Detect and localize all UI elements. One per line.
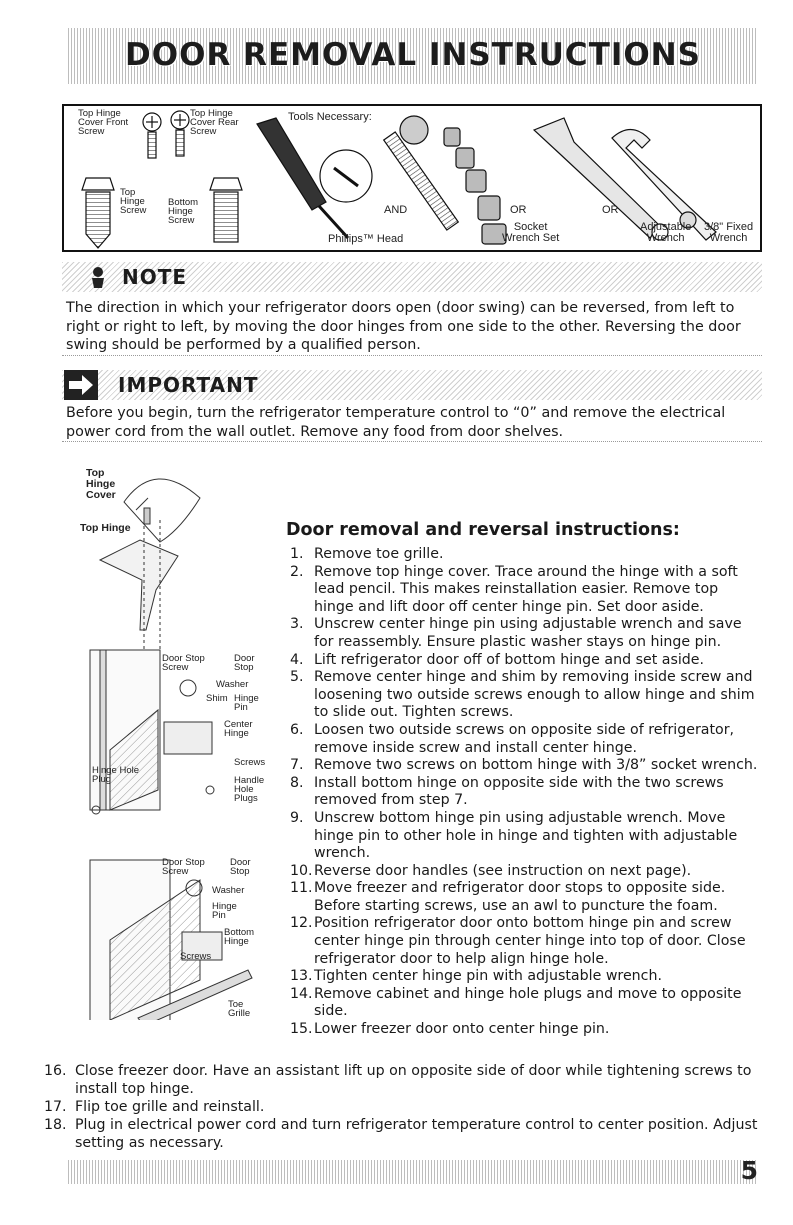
- step-number: 12.: [290, 915, 313, 932]
- washer-label-2: Washer: [212, 885, 245, 896]
- step-text: Install bottom hinge on opposite side with the two screws removed from step 7.: [314, 774, 724, 809]
- step-text: Unscrew bottom hinge pin using adjustable wrench. Move hinge pin to other hole in hinge and tighten with adjustable wrench.: [314, 809, 738, 862]
- washer-label-1: Washer: [216, 679, 249, 690]
- step-number: 6.: [290, 721, 304, 738]
- step-text: Reverse door handles (see instruction on next page).: [314, 862, 692, 879]
- center-hinge-label-1: Center Hinge: [224, 719, 253, 739]
- step-text: Unscrew center hinge pin using adjustable wrench and save for reassembly. Ensure plastic washer stays on hinge pin.: [314, 616, 742, 650]
- step-item: [290, 810, 760, 863]
- arrow-icon: [64, 370, 98, 400]
- step-item: [290, 915, 760, 968]
- important-header: [62, 370, 762, 400]
- step-number: 10.: [290, 862, 313, 879]
- bottom-steps-list: [44, 1062, 764, 1152]
- hinge-hole-plug-label: Hinge Hole Plug: [92, 765, 139, 785]
- footer-band: [68, 1156, 758, 1185]
- step-item: [290, 616, 760, 651]
- step-number: 1.: [290, 546, 304, 562]
- step-item: [290, 1021, 760, 1039]
- handle-hole-plug-icon: [206, 786, 214, 794]
- tools-necessary-label: Tools Necessary:: [288, 111, 372, 123]
- top-hinge-screw-icon-2: [144, 508, 150, 524]
- fixed-wrench-label: 3/8" Fixed Wrench: [704, 221, 754, 244]
- step-item: [290, 986, 760, 1021]
- important-label: IMPORTANT: [118, 373, 259, 397]
- step-item: [290, 722, 760, 757]
- step-text: Plug in electrical power cord and turn refrigerator temperature control to center position. Adjust setting as necessary.: [75, 1117, 758, 1151]
- tools-box: [62, 104, 762, 252]
- step-item: [290, 880, 760, 915]
- step-item: [290, 775, 760, 810]
- step-number: 5.: [290, 669, 304, 686]
- page-title: DOOR REMOVAL INSTRUCTIONS: [125, 37, 701, 73]
- step-text: Close freezer door. Have an assistant lift up on opposite side of door while tightening screws to install top hinge.: [75, 1063, 752, 1097]
- door-stop-icon-1: [180, 680, 196, 696]
- step-text: Flip toe grille and reinstall.: [75, 1099, 265, 1115]
- step-number: 17.: [44, 1099, 67, 1115]
- step-number: 7.: [290, 757, 304, 774]
- hinge-diagram: [60, 460, 290, 1020]
- note-text: The direction in which your refrigerator doors open (door swing) can be reversed, from left to right or right to left, by moving the door hinges from one side to the other. Reversing the door swing should be performed by a qualified person.: [62, 299, 762, 356]
- step-number: 2.: [290, 563, 304, 580]
- step-text: Remove toe grille.: [314, 546, 444, 562]
- socket-wrench-icon: [384, 116, 506, 244]
- door-stop-screw-label-2: Door Stop Screw: [162, 857, 205, 877]
- hinge-pin-label-2: Hinge Pin: [212, 901, 237, 921]
- bottom-hinge-screw-icon: [210, 178, 242, 190]
- step-number: 16.: [44, 1063, 67, 1079]
- steps-heading: Door removal and reversal instructions:: [286, 520, 680, 540]
- top-hinge-screw-icon: [82, 178, 114, 190]
- top-hinge-cover-rear-label: Top Hinge Cover Rear Screw: [190, 108, 239, 137]
- page-number: 5: [740, 1156, 758, 1185]
- step-number: 18.: [44, 1117, 67, 1133]
- important-text: Before you begin, turn the refrigerator temperature control to “0” and remove the electrical power cord from the wall outlet. Remove any food from door shelves.: [62, 404, 762, 442]
- step-item: [44, 1098, 764, 1116]
- steps-list: [290, 546, 760, 1039]
- phillips-head-label: Phillips™ Head: [328, 233, 404, 245]
- step-text: Move freezer and refrigerator door stops to opposite side. Before starting screws, use an awl to puncture the foam.: [314, 880, 726, 914]
- step-number: 13.: [290, 968, 313, 985]
- step-number: 4.: [290, 651, 304, 668]
- step-number: 3.: [290, 616, 304, 633]
- step-number: 8.: [290, 774, 304, 791]
- handle-hole-plugs-label: Handle Hole Plugs: [234, 775, 265, 804]
- step-text: Tighten center hinge pin with adjustable wrench.: [314, 968, 662, 985]
- step-number: 11.: [290, 880, 313, 897]
- screws-label-1: Screws: [234, 757, 266, 768]
- step-text: Loosen two outside screws on opposite side of refrigerator, remove inside screw and install center hinge.: [314, 721, 735, 756]
- step-number: 14.: [290, 985, 313, 1002]
- step-text: Remove top hinge cover. Trace around the hinge with a soft lead pencil. This makes reinstallation easier. Remove top hinge and lift door off center hinge pin. Set door aside.: [314, 563, 738, 615]
- top-hinge-cover-shape: [124, 479, 200, 542]
- step-text: Position refrigerator door onto bottom hinge pin and screw center hinge pin through center hinge into top of door. Close refrigerator door to help align hinge hole.: [314, 915, 746, 967]
- screws-label-2: Screws: [180, 951, 212, 962]
- and-label: AND: [384, 204, 408, 216]
- note-label: NOTE: [122, 265, 188, 289]
- door-stop-label-2: Door Stop: [230, 857, 251, 877]
- bottom-hinge-screw-label: Bottom Hinge Screw: [168, 197, 199, 226]
- step-item: [44, 1116, 764, 1152]
- adjustable-wrench-label: Adjustable Wrench: [640, 221, 692, 244]
- socket-wrench-set-label: Socket Wrench Set: [502, 221, 560, 244]
- step-text: Remove cabinet and hinge hole plugs and move to opposite side.: [314, 985, 742, 1020]
- step-text: Remove center hinge and shim by removing inside screw and loosening two outside screws enough to allow hinge and shim to slide out. Tighten screws.: [314, 669, 755, 721]
- step-item: [290, 757, 760, 775]
- title-band: [68, 28, 758, 84]
- step-text: Lower freezer door onto center hinge pin.: [314, 1021, 610, 1038]
- center-hinge-1: [164, 722, 212, 754]
- top-hinge-plate: [100, 540, 178, 630]
- step-item: [290, 863, 760, 881]
- toe-grille-label: Toe Grille: [228, 999, 251, 1019]
- top-hinge-label: Top Hinge: [80, 522, 131, 534]
- door-stop-label-1: Door Stop: [234, 653, 255, 673]
- step-item: [290, 652, 760, 670]
- step-text: Remove two screws on bottom hinge with 3/8” socket wrench.: [314, 757, 758, 774]
- or-label-2: OR: [602, 204, 619, 216]
- door-stop-screw-label-1: Door Stop Screw: [162, 653, 205, 673]
- step-item: [290, 968, 760, 986]
- step-item: [290, 546, 760, 564]
- top-hinge-screw-label: Top Hinge Screw: [120, 187, 147, 216]
- step-number: 9.: [290, 809, 304, 826]
- bottom-hinge-label: Bottom Hinge: [224, 927, 255, 947]
- hinge-pin-label-1: Hinge Pin: [234, 693, 259, 713]
- step-item: [44, 1062, 764, 1098]
- top-hinge-cover-label: Top Hinge Cover: [86, 467, 116, 501]
- step-item: [290, 564, 760, 617]
- note-header: [62, 262, 762, 292]
- top-hinge-cover-front-label: Top Hinge Cover Front Screw: [78, 108, 129, 137]
- step-number: 15.: [290, 1021, 313, 1038]
- or-label-1: OR: [510, 204, 527, 216]
- note-icon: [78, 264, 118, 292]
- step-item: [290, 669, 760, 722]
- shim-label: Shim: [206, 693, 228, 704]
- step-text: Lift refrigerator door off of bottom hinge and set aside.: [314, 651, 705, 668]
